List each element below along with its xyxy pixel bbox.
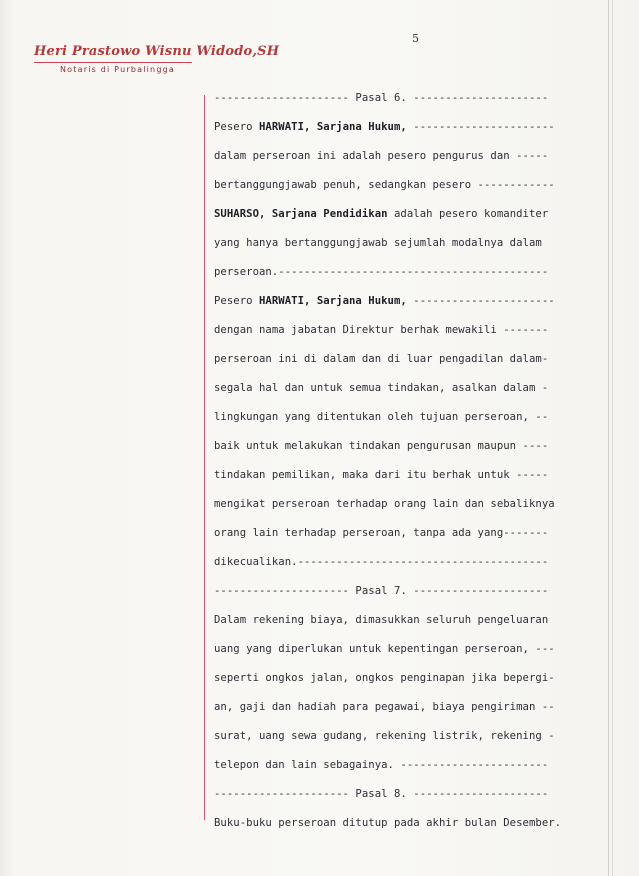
bold-text-segment: HARWATI, Sarjana Hukum,	[259, 121, 407, 133]
text-segment: --------------------- Pasal 8. ---------------------	[214, 788, 549, 800]
text-segment: perseroan ini di dalam dan di luar pengadilan dalam-	[214, 353, 549, 365]
text-segment: surat, uang sewa gudang, rekening listrik, rekening -	[214, 730, 555, 742]
text-segment: baik untuk melakukan tindakan pengurusan maupun ----	[214, 440, 549, 452]
text-line	[214, 577, 614, 606]
text-segment: adalah pesero komanditer	[387, 208, 549, 220]
text-segment: segala hal dan untuk semua tindakan, asalkan dalam -	[214, 382, 549, 394]
page-number: 5	[412, 32, 419, 45]
text-line	[214, 113, 614, 142]
text-line	[214, 84, 614, 113]
text-line	[214, 200, 614, 229]
text-segment: Pesero	[214, 295, 259, 307]
text-segment: dengan nama jabatan Direktur berhak mewakili -------	[214, 324, 549, 336]
text-segment: uang yang diperlukan untuk kepentingan perseroan, ---	[214, 643, 555, 655]
notary-name: Heri Prastowo Wisnu Widodo,SH	[34, 44, 280, 59]
text-line	[214, 258, 614, 287]
text-line	[214, 809, 614, 838]
text-segment: an, gaji dan hadiah para pegawai, biaya pengiriman --	[214, 701, 555, 713]
text-segment: --------------------- Pasal 6. ---------------------	[214, 92, 549, 104]
letterhead	[34, 44, 280, 74]
text-line	[214, 780, 614, 809]
text-line	[214, 751, 614, 780]
text-line	[214, 693, 614, 722]
notary-place: Notaris di Purbalingga	[60, 65, 175, 74]
text-segment: lingkungan yang ditentukan oleh tujuan perseroan, --	[214, 411, 549, 423]
bold-text-segment: SUHARSO, Sarjana Pendidikan	[214, 208, 388, 220]
text-segment: Buku-buku perseroan ditutup pada akhir bulan Desember.	[214, 817, 562, 829]
text-line	[214, 548, 614, 577]
text-line	[214, 287, 614, 316]
text-segment: dikecualikan.---------------------------------------	[214, 556, 549, 568]
text-segment: tindakan pemilikan, maka dari itu berhak untuk -----	[214, 469, 549, 481]
bold-text-segment: HARWATI, Sarjana Hukum,	[259, 295, 407, 307]
text-line	[214, 374, 614, 403]
text-line	[214, 432, 614, 461]
text-line	[214, 635, 614, 664]
text-line	[214, 490, 614, 519]
text-line	[214, 316, 614, 345]
text-segment: seperti ongkos jalan, ongkos penginapan jika bepergi-	[214, 672, 555, 684]
text-line	[214, 229, 614, 258]
text-line	[214, 722, 614, 751]
text-line	[214, 606, 614, 635]
text-segment: Pesero	[214, 121, 259, 133]
text-segment: --------------------- Pasal 7. ---------------------	[214, 585, 549, 597]
text-segment: bertanggungjawab penuh, sedangkan pesero ------------	[214, 179, 555, 191]
document-body	[214, 84, 614, 838]
text-line	[214, 664, 614, 693]
text-line	[214, 171, 614, 200]
text-line	[214, 142, 614, 171]
text-line	[214, 345, 614, 374]
text-segment: ----------------------	[406, 295, 555, 307]
text-line	[214, 461, 614, 490]
text-segment: ----------------------	[406, 121, 555, 133]
text-segment: mengikat perseroan terhadap orang lain dan sebaliknya	[214, 498, 555, 510]
text-segment: telepon dan lain sebagainya. -----------------------	[214, 759, 549, 771]
text-segment: Dalam rekening biaya, dimasukkan seluruh pengeluaran	[214, 614, 549, 626]
text-line	[214, 519, 614, 548]
letterhead-rule	[34, 62, 192, 63]
text-line	[214, 403, 614, 432]
text-segment: yang hanya bertanggungjawab sejumlah modalnya dalam	[214, 237, 542, 249]
text-segment: perseroan.------------------------------------------	[214, 266, 549, 278]
text-segment: orang lain terhadap perseroan, tanpa ada yang-------	[214, 527, 549, 539]
text-segment: dalam perseroan ini adalah pesero pengurus dan -----	[214, 150, 549, 162]
margin-line	[204, 95, 205, 820]
